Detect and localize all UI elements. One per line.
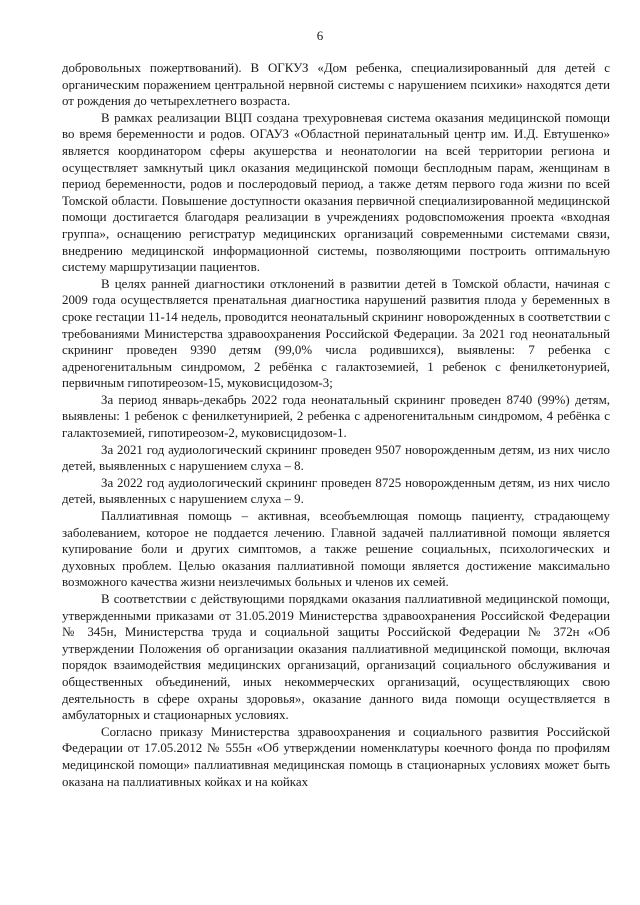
paragraph-4: За период январь-декабрь 2022 года неонатальный скрининг проведен 8740 (99%) детям, выявлены: 1 ребенок с фенилкетунирией, 2 ребенка с адреногенитальным синдромом, 4 ребёнка с галактоземией, гипотиреозом-2, муковисцидозом-1. — [62, 392, 610, 441]
page-number: 6 — [316, 28, 324, 43]
paragraph-1: добровольных пожертвований). В ОГКУЗ «Дом ребенка, специализированный для детей с органическим поражением центральной нервной системы с нарушением психики» находятся дети от рождения до четырехлетнего возраста. — [62, 61, 610, 109]
paragraph-8: В соответствии с действующими порядками оказания паллиативной медицинской помощи, утвержденными приказами от 31.05.2019 Министерства здравоохранения Российской Федерации № 345н, Министерства труда и социальной защиты Российской Федерации № 372н «Об утверждении Положения об организации оказания паллиативной медицинской помощи, включая порядок взаимодействия медицинских организаций, организаций социального обслуживания и общественных объединений, иных некоммерческих организаций, осуществляющих свою деятельность в сфере охраны здоровья», оказание данного вида помощи осуществляется в амбулаторных и стационарных условиях. — [62, 592, 610, 723]
paragraph-7: Паллиативная помощь – активная, всеобъемлющая помощь пациенту, страдающему заболеванием, которое не поддается лечению. Главной задачей паллиативной помощи является купирование боли и других симптомов, а также решение социальных, психологических и духовных проблем. Целью оказания паллиативной помощи является достижение максимально возможного качества жизни неизлечимых больных и членов их семей. — [62, 509, 610, 590]
paragraph-5: За 2021 год аудиологический скрининг проведен 9507 новорожденным детям, из них число детей, выявленных с нарушением слуха – 8. — [62, 442, 610, 474]
paragraph-2: В рамках реализации ВЦП создана трехуровневая система оказания медицинской помощи во время беременности и родов. ОГАУЗ «Областной перинатальный центр им. И.Д. Евтушенко» является координатором сферы акушерства и неонатологии на всей территории региона и осуществляет замкнутый цикл оказания медицинской помощи бесплодным парам, женщинам в период беременности, родов и послеродовый период, а также детям первого года жизни по всей Томской области. Повышение доступности оказания первичной специализированной медицинской помощи достигается благодаря реализации в учреждениях родовспоможения проекта «входная группа», оснащению регистратур медицинских организаций современными системами связи, внедрению медицинской информационной системы, позволяющими построить оптимальную систему маршрутизации пациентов. — [62, 110, 610, 275]
paragraph-3: В целях ранней диагностики отклонений в развитии детей в Томской области, начиная с 2009 года осуществляется пренатальная диагностика нарушений развития плода у беременных в сроке гестации 11-14 недель, проводится неонатальный скрининг новорожденных в соответствии с требованиями Министерства здравоохранения Российской Федерации. За 2021 год неонатальный скрининг проведен 9390 детям (99,0% числа родившихся), выявлены: 7 ребенка с адреногенитальным синдромом, 2 ребёнка с галактоземией, 1 ребенок с фенилкетонурией, первичным гипотиреозом-15, муковисцидозом-3; — [62, 276, 610, 391]
body-text — [62, 60, 610, 790]
paragraph-9: Согласно приказу Министерства здравоохранения и социального развития Российской Федерации от 17.05.2012 № 555н «Об утверждении номенклатуры коечного фонда по профилям медицинской помощи» паллиативная медицинская помощь в стационарных условиях может быть оказана на паллиативных койках и на койках — [62, 724, 610, 789]
paragraph-6: За 2022 год аудиологический скрининг проведен 8725 новорожденным детям, из них число детей, выявленных с нарушением слуха – 9. — [62, 475, 610, 507]
